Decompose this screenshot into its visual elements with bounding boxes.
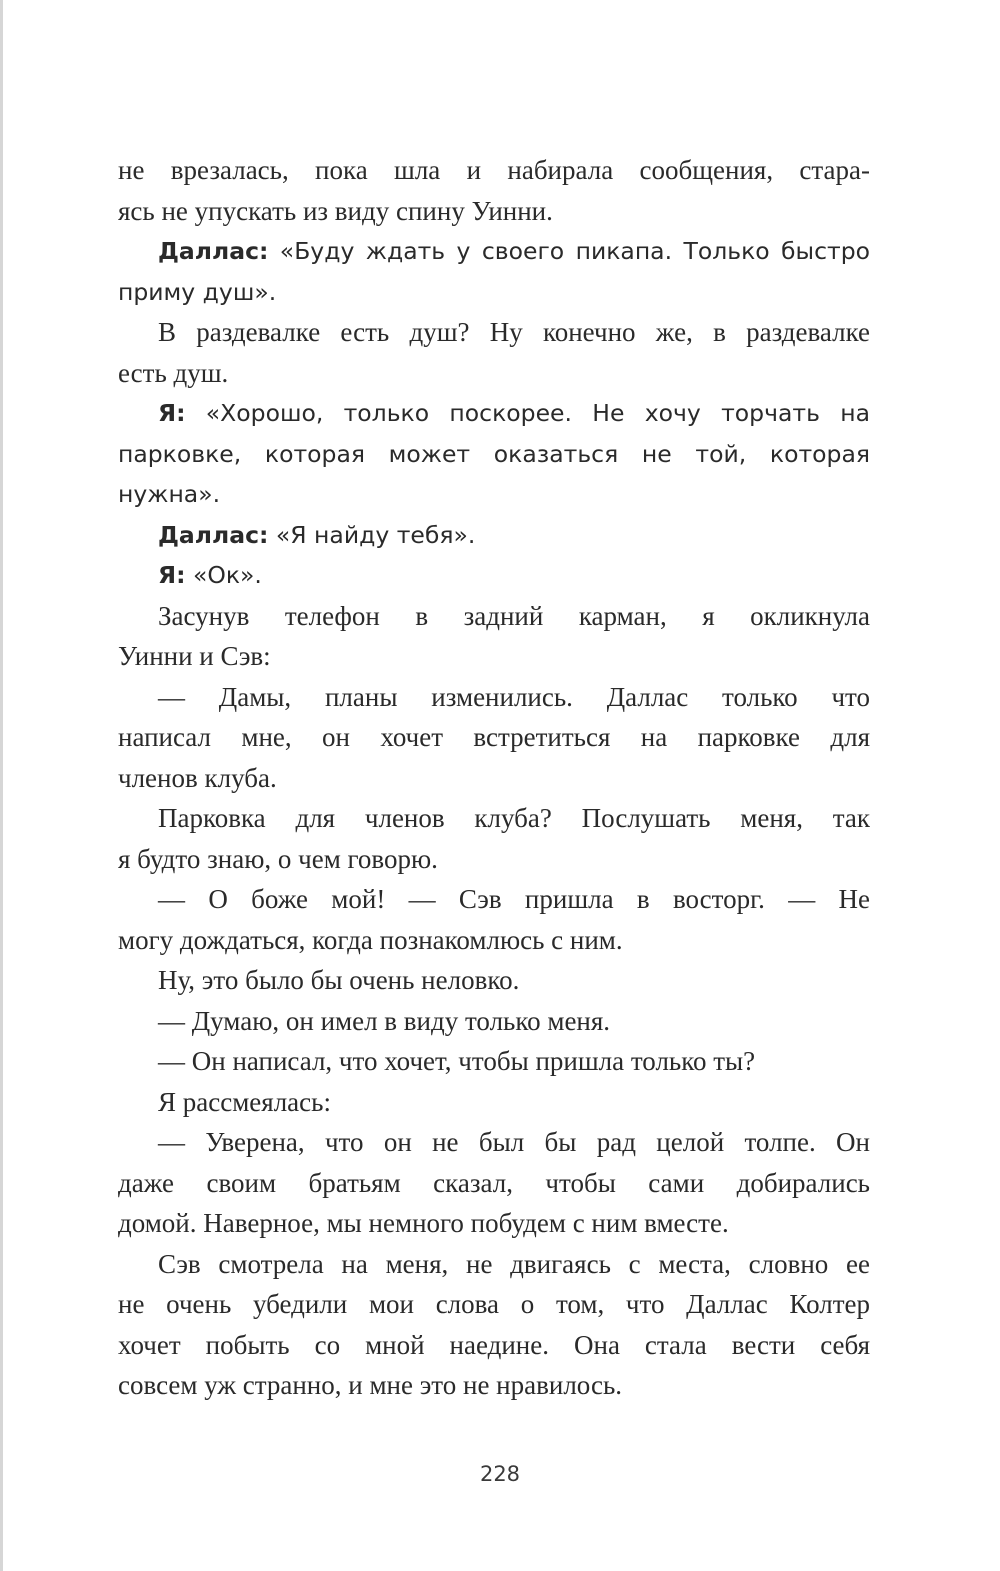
- message-text: «Буду ждать у своего пикапа. Только быстро: [268, 237, 870, 265]
- message-text: «Хорошо, только поскорее. Не хочу торчать на: [185, 399, 870, 427]
- text-line: совсем уж странно, и мне это не нравилось.: [118, 1370, 623, 1400]
- text-line: — Дамы, планы изменились. Даллас только что: [158, 681, 870, 712]
- text-line: ясь не упускать из виду спину Уинни.: [118, 195, 553, 226]
- text-line: членов клуба.: [118, 762, 277, 793]
- message-speaker: Я:: [158, 399, 186, 427]
- text-line: В раздевалке есть душ? Ну конечно же, в раздевалке: [158, 317, 870, 347]
- text-line: Ну, это было бы очень неловко.: [158, 965, 520, 995]
- message-speaker: Даллас:: [158, 237, 269, 265]
- text-message-line: [118, 231, 870, 272]
- book-page-body: [118, 150, 870, 1406]
- text-line: домой. Наверное, мы немного побудем с ним вместе.: [118, 1208, 729, 1238]
- text-line: не очень убедили мои слова о том, что Даллас Колтер: [118, 1289, 870, 1319]
- text-line: могу дождаться, когда познакомлюсь с ним.: [118, 924, 623, 955]
- text-line: хочет побыть со мной наедине. Она стала вести себя: [118, 1329, 870, 1360]
- text-line: Парковка для членов клуба? Послушать меня, так: [158, 803, 870, 833]
- page-edge: [0, 0, 3, 1571]
- text-message-line: [118, 555, 870, 596]
- text-line: — Он написал, что хочет, чтобы пришла только ты?: [158, 1046, 756, 1076]
- text-line: Сэв смотрела на меня, не двигаясь с места, словно ее: [158, 1248, 870, 1279]
- message-text: «Я найду тебя».: [268, 520, 476, 549]
- text-line: написал мне, он хочет встретиться на парковке для: [118, 722, 870, 752]
- message-text: «Ок».: [185, 561, 262, 589]
- text-line: не врезалась, пока шла и набирала сообщения, стара-: [118, 155, 870, 185]
- text-message-line: приму душ».: [118, 277, 277, 306]
- text-line: я будто знаю, о чем говорю.: [118, 843, 438, 874]
- text-line: есть душ.: [118, 357, 229, 388]
- page-number: 228: [479, 1462, 521, 1486]
- text-line: Засунув телефон в задний карман, я окликнула: [158, 600, 870, 631]
- text-line: — Уверена, что он не был бы рад целой толпе. Он: [158, 1127, 870, 1157]
- text-line: даже своим братьям сказал, чтобы сами добирались: [118, 1167, 870, 1198]
- text-line: — Думаю, он имел в виду только меня.: [158, 1005, 611, 1036]
- message-speaker: Я:: [158, 561, 186, 589]
- text-line: — О боже мой! — Сэв пришла в восторг. — Не: [158, 884, 870, 914]
- text-line: Я рассмеялась:: [158, 1086, 331, 1117]
- text-message-line: [118, 393, 870, 434]
- text-message-line: [118, 515, 870, 556]
- text-message-line: парковке, которая может оказаться не той, которая: [118, 439, 870, 468]
- message-speaker: Даллас:: [158, 520, 269, 549]
- text-message-line: нужна».: [118, 480, 221, 508]
- text-line: Уинни и Сэв:: [118, 641, 271, 671]
